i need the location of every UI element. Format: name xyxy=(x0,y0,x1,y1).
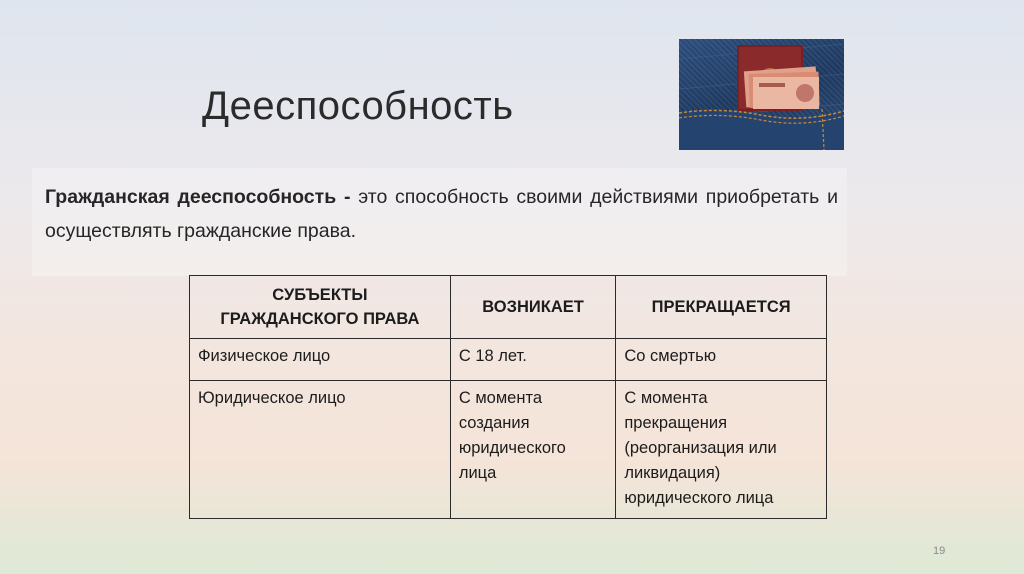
header-subjects: СУБЪЕКТЫ ГРАЖДАНСКОГО ПРАВА xyxy=(190,276,451,339)
cell-arises: С 18 лет. xyxy=(450,339,616,381)
table-header-row xyxy=(190,276,827,339)
definition-term: Гражданская дееспособность - xyxy=(45,186,351,208)
header-arises: ВОЗНИКАЕТ xyxy=(450,276,616,339)
cell-terminates: Со смертью xyxy=(616,339,827,381)
slide-title: Дееспособность xyxy=(202,84,514,128)
cell-subject: Юридическое лицо xyxy=(190,381,451,519)
passport-money-pocket-icon xyxy=(679,39,844,150)
cell-subject: Физическое лицо xyxy=(190,339,451,381)
passport-photo xyxy=(679,39,844,150)
table-row xyxy=(190,381,827,519)
page-number: 19 xyxy=(933,545,946,557)
definition-paragraph xyxy=(45,180,838,248)
capacity-table xyxy=(189,275,827,519)
cell-terminates: С момента прекращения (реорганизация или ликвидация) юридического лица xyxy=(616,381,827,519)
definition-text: это способность своими действиями приобретать и осуществлять гражданские права. xyxy=(45,186,838,242)
header-terminates: ПРЕКРАЩАЕТСЯ xyxy=(616,276,827,339)
cell-arises: С момента создания юридического лица xyxy=(450,381,616,519)
table-row xyxy=(190,339,827,381)
